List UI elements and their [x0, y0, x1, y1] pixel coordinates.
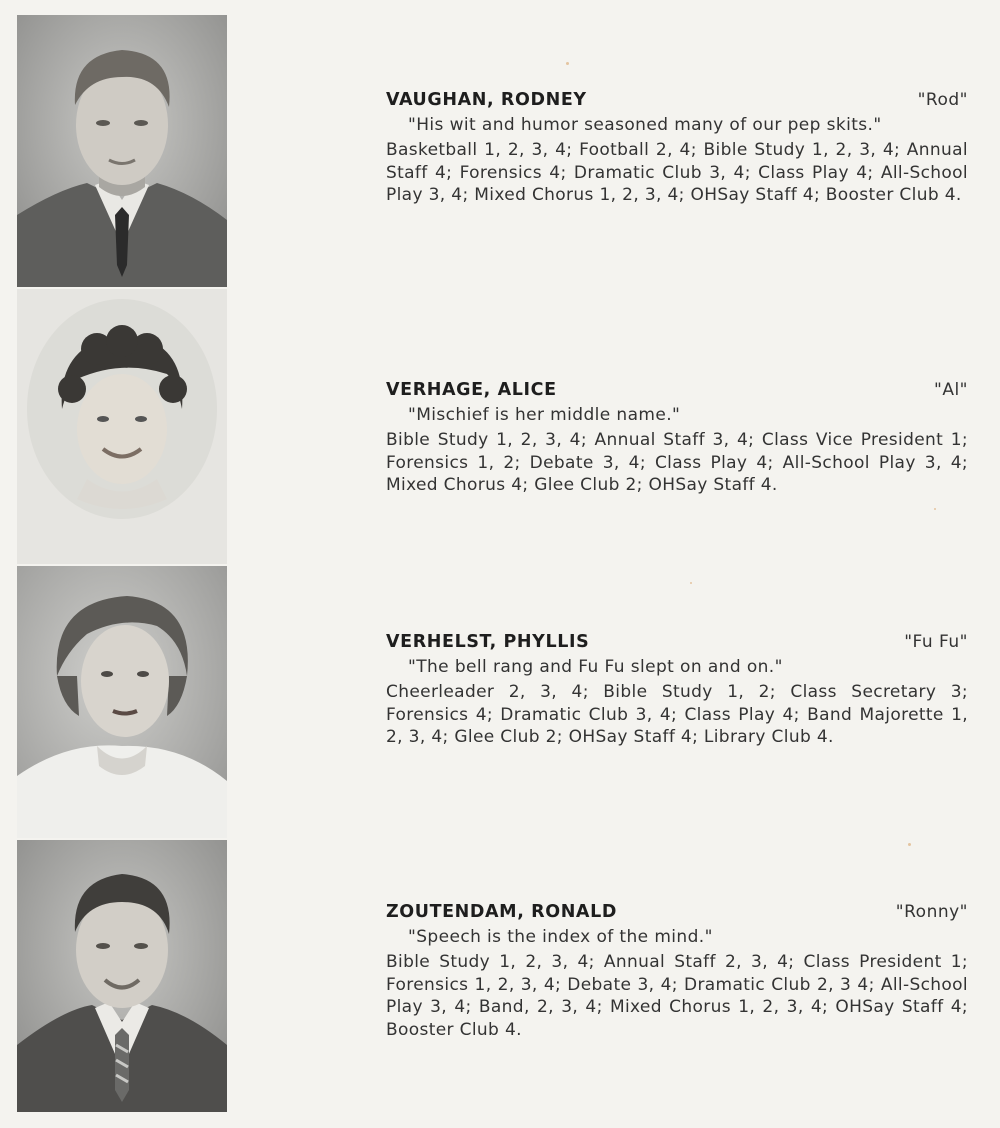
student-name: ZOUTENDAM, RONALD [386, 902, 617, 922]
student-entry-zoutendam [386, 902, 968, 1041]
student-name: VAUGHAN, RODNEY [386, 90, 587, 110]
student-name: VERHAGE, ALICE [386, 380, 557, 400]
portrait-photo-verhage [17, 289, 227, 564]
name-row [386, 902, 968, 926]
student-quote: "Speech is the index of the mind." [408, 927, 713, 947]
student-nickname: "Rod" [917, 90, 968, 110]
student-nickname: "Al" [934, 380, 968, 400]
paper-speck [690, 582, 692, 584]
student-entry-vaughan [386, 90, 968, 207]
student-quote: "His wit and humor seasoned many of our pep skits." [408, 115, 882, 135]
student-quote: "Mischief is her middle name." [408, 405, 681, 425]
student-activities: Basketball 1, 2, 3, 4; Football 2, 4; Bible Study 1, 2, 3, 4; Annual Staff 4; Forensics 4; Dramatic Club 3, 4; Class Play 4; All-School Play 3, 4; Mixed Chorus 1, 2, 3, 4; OHSay Staff 4; Booster Club 4. [386, 140, 968, 205]
student-activities: Bible Study 1, 2, 3, 4; Annual Staff 2, 3, 4; Class President 1; Forensics 1, 2, 3, 4; Debate 3, 4; Dramatic Club 2, 3 4; All-School Play 3, 4; Band, 2, 3, 4; Mixed Chorus 1, 2, 3, 4; OHSay Staff 4; Booster Club 4. [386, 952, 968, 1040]
student-entry-verhage [386, 380, 968, 497]
portrait-photo-verhelst [17, 566, 227, 838]
student-quote: "The bell rang and Fu Fu slept on and on." [408, 657, 783, 677]
name-row [386, 90, 968, 114]
student-activities: Cheerleader 2, 3, 4; Bible Study 1, 2; Class Secretary 3; Forensics 4; Dramatic Club 3, 4; Class Play 4; Band Majorette 1, 2, 3, 4; Glee Club 2; OHSay Staff 4; Library Club 4. [386, 682, 968, 747]
student-name: VERHELST, PHYLLIS [386, 632, 590, 652]
name-row [386, 632, 968, 656]
portrait-photo-vaughan [17, 15, 227, 287]
paper-speck [566, 62, 569, 65]
student-entry-verhelst [386, 632, 968, 749]
student-nickname: "Fu Fu" [904, 632, 968, 652]
student-nickname: "Ronny" [895, 902, 968, 922]
student-activities: Bible Study 1, 2, 3, 4; Annual Staff 3, 4; Class Vice President 1; Forensics 1, 2; Debate 3, 4; Class Play 4; All-School Play 3, 4; Mixed Chorus 4; Glee Club 2; OHSay Staff 4. [386, 430, 968, 495]
name-row [386, 380, 968, 404]
paper-speck [908, 843, 911, 846]
paper-speck [934, 508, 936, 510]
portrait-photo-zoutendam [17, 840, 227, 1112]
